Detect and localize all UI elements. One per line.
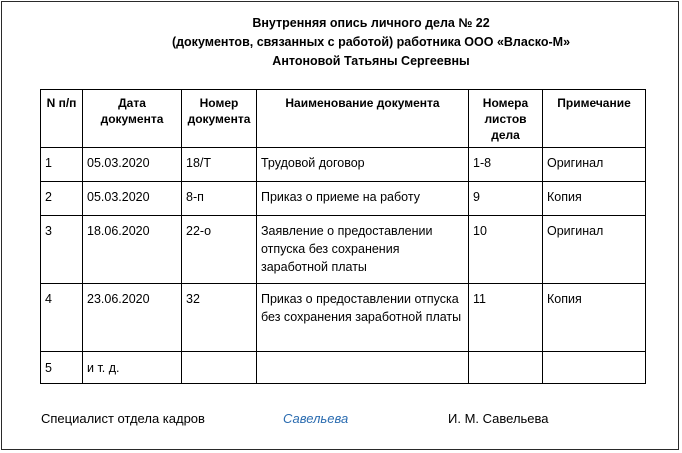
header-note: Примечание [543, 90, 646, 148]
handwritten-signature: Савельева [283, 411, 349, 426]
cell-sheets [469, 352, 543, 384]
cell-doc-name: Приказ о приеме на работу [257, 182, 469, 216]
signer-name: И. М. Савельева [448, 411, 549, 426]
cell-number: 2 [41, 182, 83, 216]
cell-note: Оригинал [543, 148, 646, 182]
cell-date: 05.03.2020 [83, 148, 182, 182]
table-header-row [41, 90, 646, 148]
cell-sheets: 10 [469, 216, 543, 284]
cell-doc-number: 18/Т [182, 148, 257, 182]
cell-date: 05.03.2020 [83, 182, 182, 216]
cell-date: 23.06.2020 [83, 284, 182, 352]
cell-date: и т. д. [83, 352, 182, 384]
cell-note: Копия [543, 284, 646, 352]
cell-number: 1 [41, 148, 83, 182]
cell-sheets: 11 [469, 284, 543, 352]
cell-doc-name: Трудовой договор [257, 148, 469, 182]
cell-doc-name: Приказ о предоставлении отпуска без сохранения заработной платы [257, 284, 469, 352]
cell-note: Оригинал [543, 216, 646, 284]
header-date: Дата документа [83, 90, 182, 148]
header-sheets: Номера листов дела [469, 90, 543, 148]
cell-doc-name [257, 352, 469, 384]
header-doc-name: Наименование документа [257, 90, 469, 148]
table-row [41, 182, 646, 216]
cell-doc-number: 22-о [182, 216, 257, 284]
cell-note [543, 352, 646, 384]
signer-role: Специалист отдела кадров [41, 411, 205, 426]
cell-date: 18.06.2020 [83, 216, 182, 284]
cell-sheets: 1-8 [469, 148, 543, 182]
header-doc-number: Номер документа [182, 90, 257, 148]
table-row [41, 284, 646, 352]
cell-number: 5 [41, 352, 83, 384]
cell-sheets: 9 [469, 182, 543, 216]
cell-number: 3 [41, 216, 83, 284]
employee-name-title: Антоновой Татьяны Сергеевны [272, 54, 470, 68]
document-subtitle: (документов, связанных с работой) работника ООО «Власко-М» [171, 35, 571, 49]
cell-doc-number [182, 352, 257, 384]
table-row [41, 148, 646, 182]
cell-doc-name: Заявление о предоставлении отпуска без сохранения заработной платы [257, 216, 469, 284]
table-row [41, 352, 646, 384]
inventory-table [40, 89, 646, 384]
cell-number: 4 [41, 284, 83, 352]
cell-doc-number: 32 [182, 284, 257, 352]
cell-doc-number: 8-п [182, 182, 257, 216]
document-title: Внутренняя опись личного дела № 22 [252, 16, 490, 30]
cell-note: Копия [543, 182, 646, 216]
table-row [41, 216, 646, 284]
header-number: N п/п [41, 90, 83, 148]
